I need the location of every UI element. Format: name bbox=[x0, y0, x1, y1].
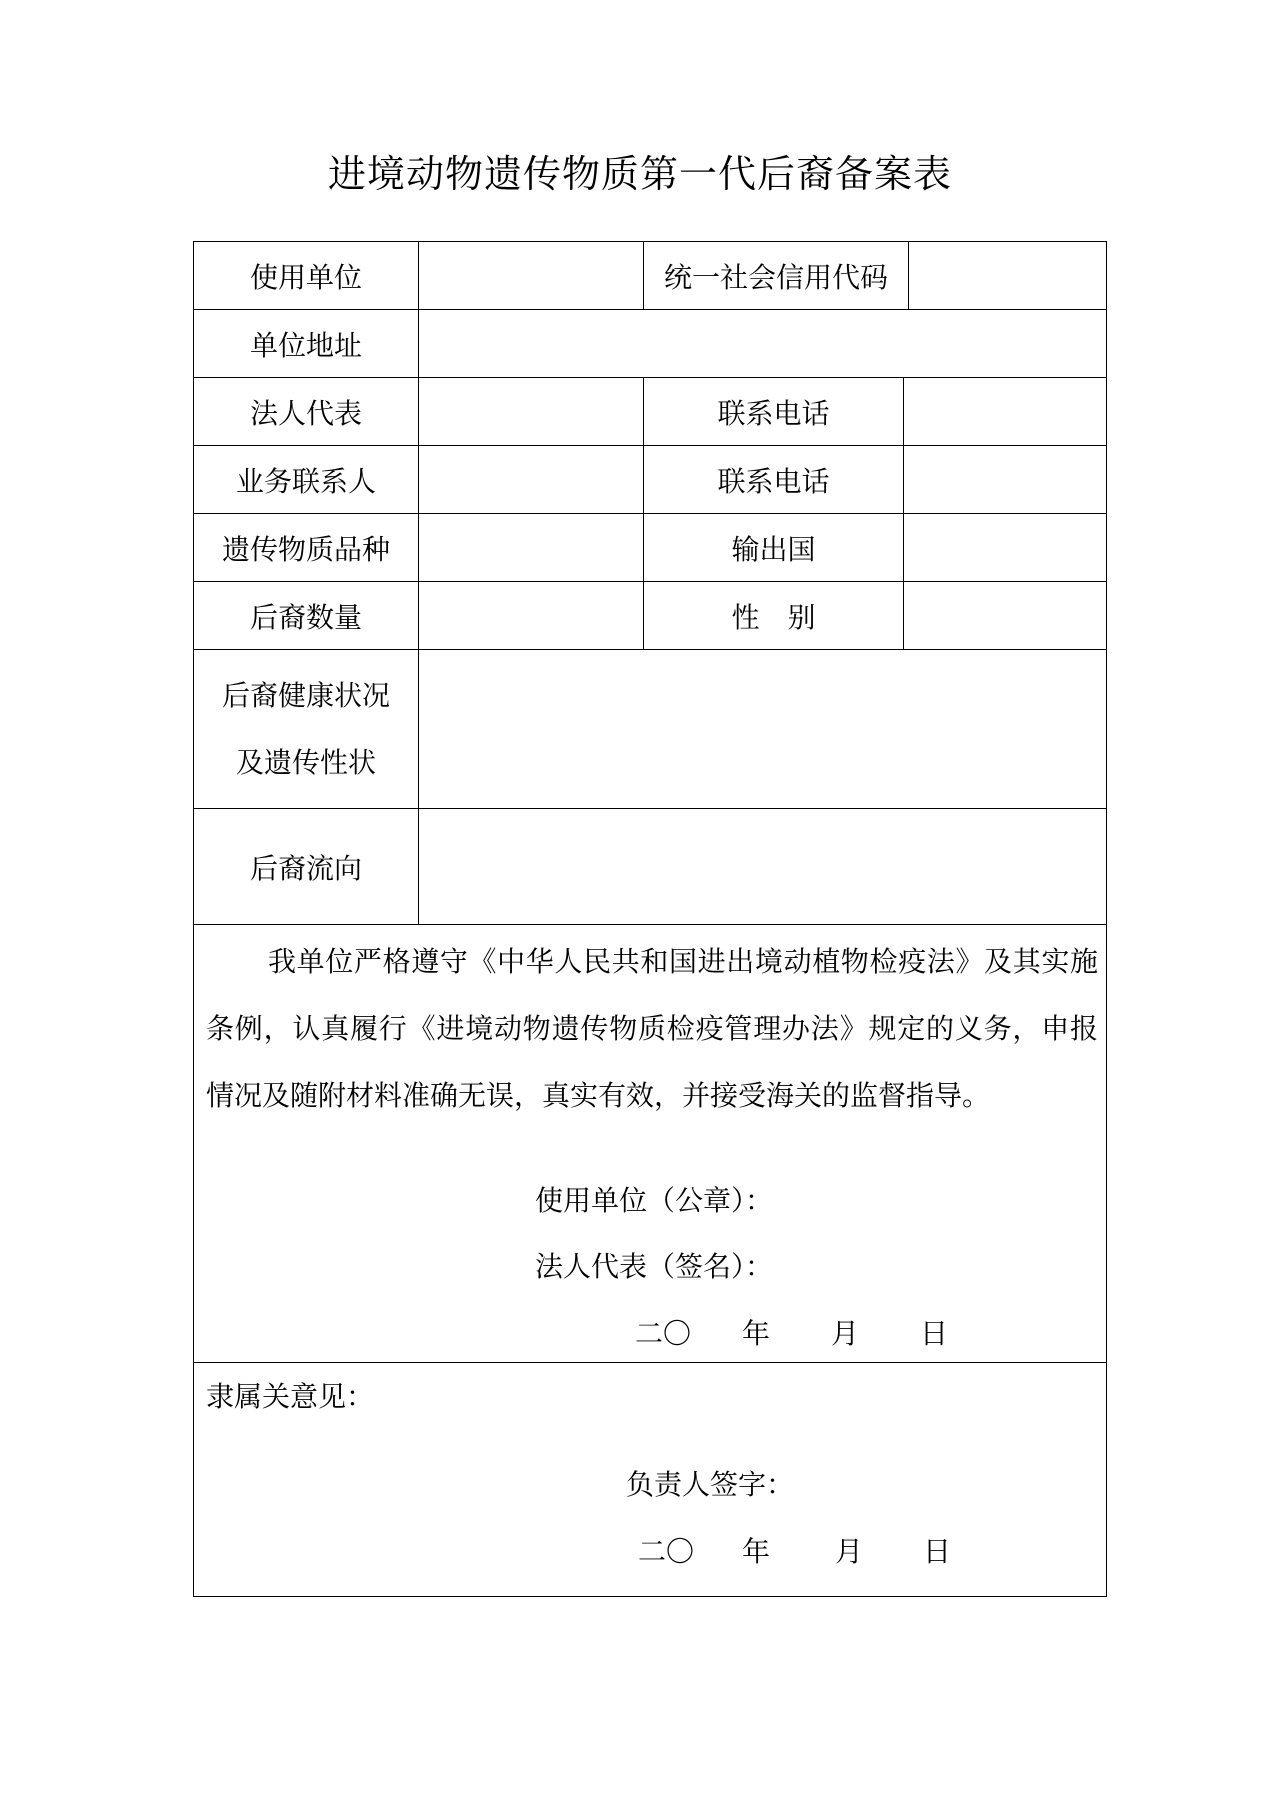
origin-field[interactable] bbox=[904, 514, 1106, 581]
date-prefix: 二〇 bbox=[635, 1317, 692, 1350]
legal-rep-field[interactable] bbox=[419, 378, 643, 445]
address-label: 单位地址 bbox=[249, 328, 362, 362]
legal-signature-label: 法人代表（签名）： bbox=[535, 1250, 774, 1283]
health-label-line2: 及遗传性状 bbox=[235, 746, 376, 779]
destination-label: 后裔流向 bbox=[249, 851, 362, 885]
contact-label: 业务联系人 bbox=[235, 464, 376, 498]
declaration-text: 我单位严格遵守《中华人民共和国进出境动植物检疫法》及其实施条例，认真履行《进境动物遗传物质检疫管理办法》规定的义务，申报情况及随附材料准确无误，真实有效，并接受海关的监督指导。 bbox=[206, 945, 1098, 1112]
date-year: 年 bbox=[742, 1535, 771, 1568]
quantity-label: 后裔数量 bbox=[249, 600, 362, 634]
date-year: 年 bbox=[742, 1317, 771, 1350]
health-field[interactable] bbox=[419, 650, 1106, 808]
date-month: 月 bbox=[835, 1535, 864, 1568]
credit-code-label: 统一社会信用代码 bbox=[663, 260, 888, 294]
filing-form bbox=[193, 241, 1107, 1597]
contact-field[interactable] bbox=[419, 446, 643, 513]
variety-field[interactable] bbox=[419, 514, 643, 581]
date-prefix: 二〇 bbox=[638, 1535, 695, 1568]
phone-label-2: 联系电话 bbox=[717, 464, 830, 498]
sex-field[interactable] bbox=[904, 582, 1106, 649]
destination-field[interactable] bbox=[419, 809, 1106, 924]
seal-label: 使用单位（公章）： bbox=[535, 1184, 774, 1217]
variety-label: 遗传物质品种 bbox=[221, 532, 390, 566]
signer-label: 负责人签字： bbox=[626, 1468, 795, 1501]
phone-field-2[interactable] bbox=[904, 446, 1106, 513]
phone-field-1[interactable] bbox=[904, 378, 1106, 445]
unit-label: 使用单位 bbox=[249, 260, 362, 294]
page-title: 进境动物遗传物质第一代后裔备案表 bbox=[327, 152, 952, 196]
seal-signature-area[interactable] bbox=[794, 1167, 1094, 1300]
origin-label: 输出国 bbox=[731, 532, 816, 566]
date-month: 月 bbox=[831, 1317, 860, 1350]
quantity-field[interactable] bbox=[419, 582, 643, 649]
date-day: 日 bbox=[923, 1535, 952, 1568]
unit-field[interactable] bbox=[419, 242, 643, 309]
credit-code-field[interactable] bbox=[909, 242, 1106, 309]
health-label-line1: 后裔健康状况 bbox=[221, 679, 390, 712]
health-label bbox=[194, 650, 418, 808]
sex-label: 性 别 bbox=[731, 600, 816, 634]
phone-label-1: 联系电话 bbox=[717, 396, 830, 430]
opinion-label: 隶属关意见： bbox=[206, 1380, 375, 1413]
address-field[interactable] bbox=[419, 310, 1106, 377]
date-day: 日 bbox=[920, 1317, 949, 1350]
row-divider bbox=[194, 924, 1106, 925]
legal-rep-label: 法人代表 bbox=[249, 396, 362, 430]
